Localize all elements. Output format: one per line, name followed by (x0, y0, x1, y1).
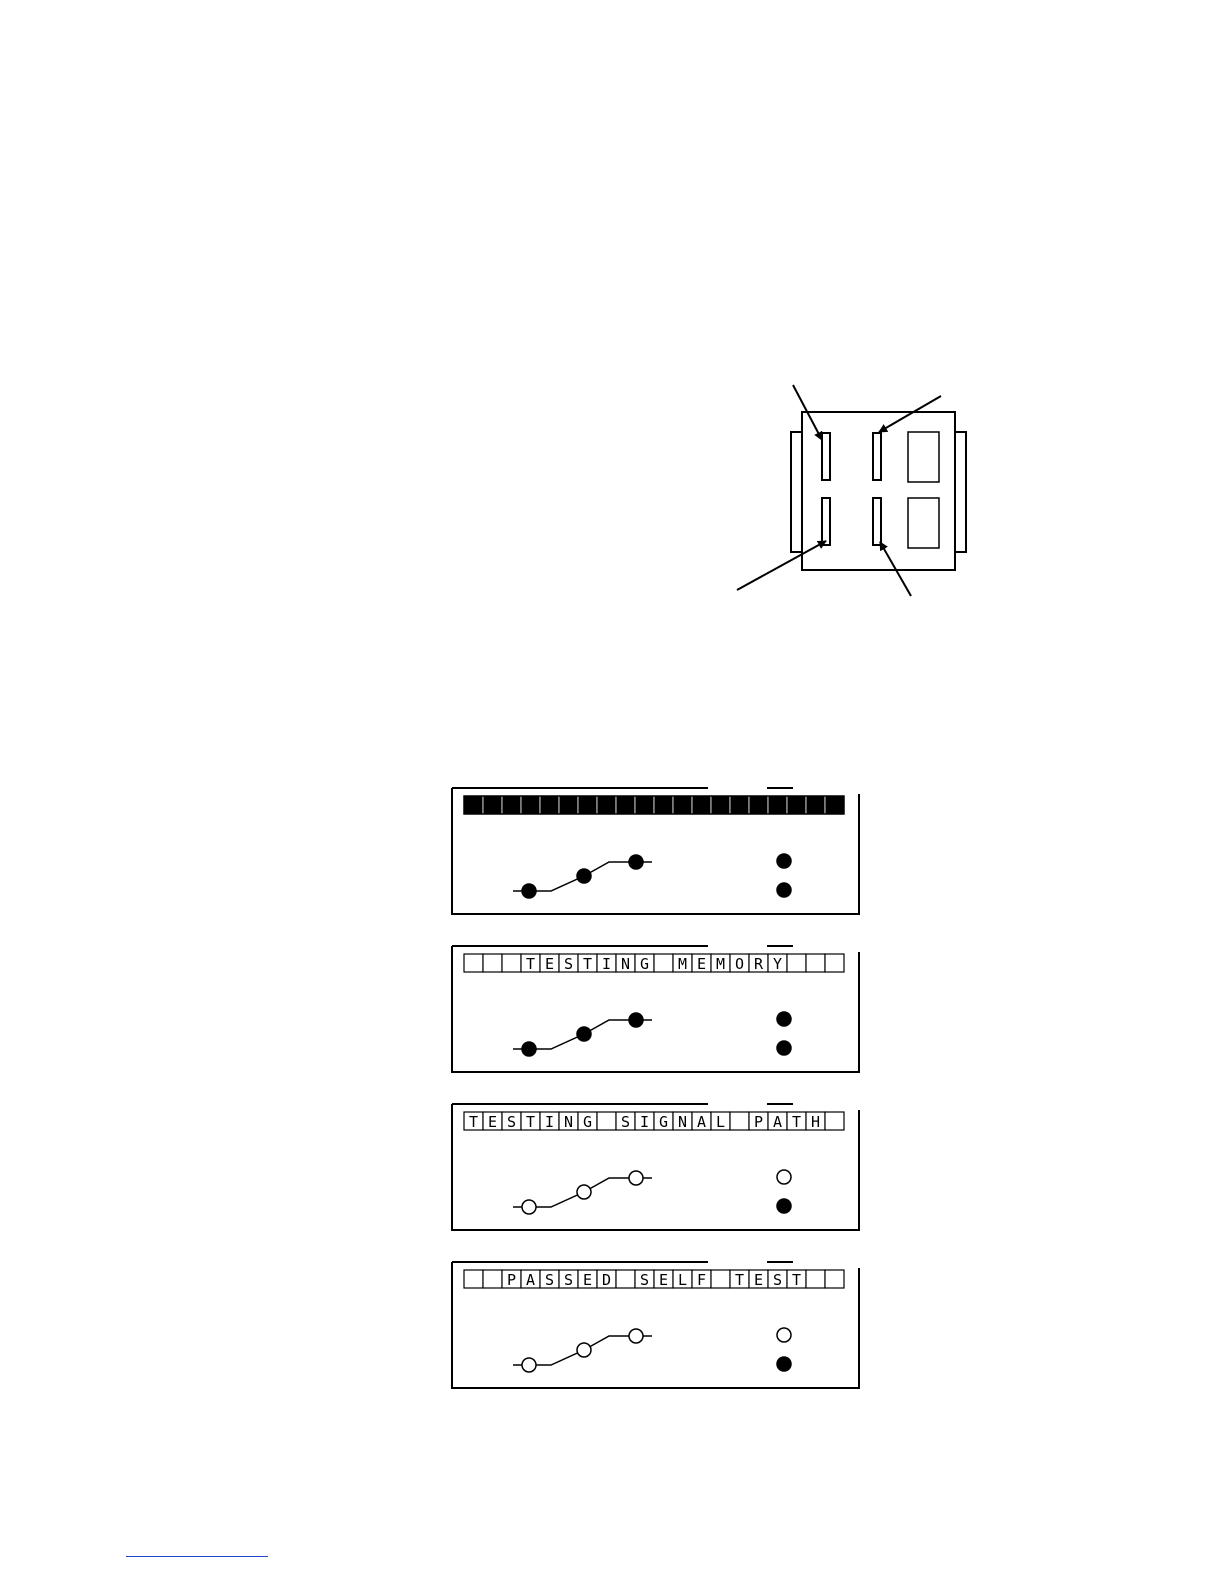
display-cell (654, 796, 673, 814)
led-lit-icon (777, 1357, 791, 1371)
display-cell (711, 796, 730, 814)
display-character: I (639, 1113, 650, 1131)
display-cell (597, 1112, 616, 1130)
display-cell (806, 1270, 825, 1288)
display-cell (464, 1270, 483, 1288)
display-character: N (620, 955, 631, 973)
led-lit-icon (777, 1012, 791, 1026)
footer-link-rule (126, 1556, 268, 1557)
display-character: G (582, 1113, 593, 1131)
display-cell (464, 954, 483, 972)
display-character: R (753, 955, 764, 973)
display-cell (597, 796, 616, 814)
led-lit-icon (777, 854, 791, 868)
display-character: I (544, 1113, 555, 1131)
display-character: T (525, 955, 536, 973)
pointer-arrow-lower-left (737, 541, 826, 590)
display-character: N (563, 1113, 574, 1131)
display-cell (673, 796, 692, 814)
led-unlit-icon (777, 1170, 791, 1184)
display-cell (711, 1270, 730, 1288)
display-character: F (696, 1271, 707, 1289)
display-character: P (753, 1113, 764, 1131)
display-cell (825, 796, 844, 814)
led-lit-icon (629, 1013, 643, 1027)
display-character: N (677, 1113, 688, 1131)
display-cell (787, 954, 806, 972)
led-unlit-icon (522, 1200, 536, 1214)
pin-upper-left (822, 433, 830, 480)
display-character: E (582, 1271, 593, 1289)
display-cell (768, 796, 787, 814)
display-panel-3 (452, 1104, 859, 1230)
led-unlit-icon (577, 1185, 591, 1199)
display-character: T (525, 1113, 536, 1131)
display-character: O (734, 955, 745, 973)
display-cell (825, 1112, 844, 1130)
display-cell (806, 796, 825, 814)
display-character: H (810, 1113, 821, 1131)
display-panel-2 (452, 946, 859, 1072)
connector-right-flange (955, 432, 966, 552)
display-cell (464, 796, 483, 814)
display-cell (749, 796, 768, 814)
display-cell (730, 1112, 749, 1130)
display-character: T (468, 1113, 479, 1131)
display-cell (692, 796, 711, 814)
display-cell (483, 954, 502, 972)
display-character: Y (772, 955, 783, 973)
display-cell (521, 796, 540, 814)
display-cell (559, 796, 578, 814)
connector-body (802, 412, 955, 570)
display-character: E (544, 955, 555, 973)
display-cell (635, 796, 654, 814)
display-cell (540, 796, 559, 814)
led-unlit-icon (577, 1343, 591, 1357)
display-cell (502, 796, 521, 814)
display-character: E (753, 1271, 764, 1289)
pin-lower-right (873, 498, 881, 545)
pointer-arrow-upper-right (879, 396, 941, 432)
display-character: E (658, 1271, 669, 1289)
display-cell (502, 954, 521, 972)
display-character: A (772, 1113, 783, 1131)
led-lit-icon (777, 1041, 791, 1055)
display-character: S (506, 1113, 517, 1131)
display-cell (806, 954, 825, 972)
display-character: S (544, 1271, 555, 1289)
display-character: M (715, 955, 726, 973)
led-lit-icon (522, 884, 536, 898)
connector-left-flange (791, 432, 802, 552)
display-character: S (563, 955, 574, 973)
display-cell (787, 796, 806, 814)
display-cell (483, 1270, 502, 1288)
display-cell (825, 954, 844, 972)
connector-window-lower (908, 498, 939, 548)
led-unlit-icon (522, 1358, 536, 1372)
display-character: T (734, 1271, 745, 1289)
display-character: S (772, 1271, 783, 1289)
led-unlit-icon (777, 1328, 791, 1342)
display-character: G (658, 1113, 669, 1131)
display-character: S (639, 1271, 650, 1289)
connector-diagram (737, 385, 966, 596)
display-cell (578, 796, 597, 814)
display-character: E (696, 955, 707, 973)
display-cell (616, 796, 635, 814)
display-character: P (506, 1271, 517, 1289)
display-character: I (601, 955, 612, 973)
pin-upper-right (873, 433, 881, 480)
led-unlit-icon (629, 1329, 643, 1343)
display-character: S (620, 1113, 631, 1131)
display-character: G (639, 955, 650, 973)
display-cell (483, 796, 502, 814)
pin-lower-left (822, 498, 830, 545)
connector-window-upper (908, 432, 939, 482)
display-character: A (696, 1113, 707, 1131)
display-character: E (487, 1113, 498, 1131)
led-lit-icon (522, 1042, 536, 1056)
display-character: T (791, 1271, 802, 1289)
led-lit-icon (577, 1027, 591, 1041)
display-character: T (791, 1113, 802, 1131)
display-panel-1 (452, 788, 859, 914)
led-lit-icon (577, 869, 591, 883)
display-character: S (563, 1271, 574, 1289)
display-cell (825, 1270, 844, 1288)
display-panel-4 (452, 1262, 859, 1388)
display-character: L (715, 1113, 726, 1131)
display-panels (452, 788, 859, 1388)
display-character: L (677, 1271, 688, 1289)
display-cell (654, 954, 673, 972)
display-character: T (582, 955, 593, 973)
led-lit-icon (629, 855, 643, 869)
display-character: A (525, 1271, 536, 1289)
display-cell (730, 796, 749, 814)
display-cell (616, 1270, 635, 1288)
display-character: M (677, 955, 688, 973)
led-unlit-icon (629, 1171, 643, 1185)
led-lit-icon (777, 883, 791, 897)
led-lit-icon (777, 1199, 791, 1213)
display-character: D (601, 1271, 612, 1289)
